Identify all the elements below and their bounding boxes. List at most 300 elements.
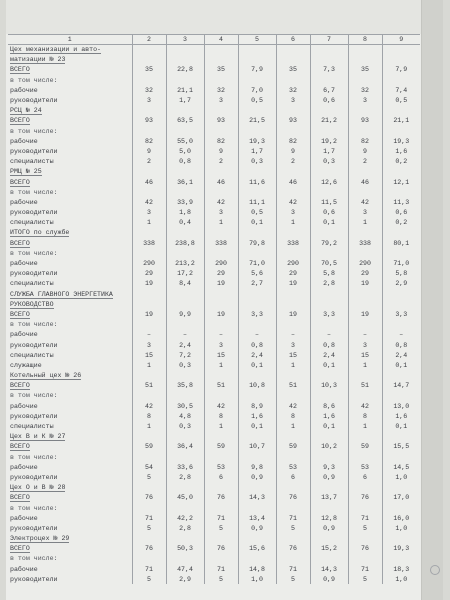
table-cell <box>310 187 348 197</box>
table-cell <box>204 45 238 55</box>
table-row <box>8 269 420 279</box>
table-cell <box>132 534 166 544</box>
table-row <box>8 340 420 350</box>
row-label-text: рабочие <box>10 331 38 339</box>
table-cell: 5 <box>348 574 382 584</box>
table-cell <box>348 289 382 299</box>
table-cell: 51 <box>204 381 238 391</box>
table-cell: 1,0 <box>382 574 420 584</box>
table-cell: 71 <box>348 513 382 523</box>
row-label-text: руководители <box>10 524 58 532</box>
row-label-text: рабочие <box>10 514 38 522</box>
row-label <box>8 65 132 75</box>
row-label-text: СЛУЖБА ГЛАВНОГО ЭНЕРГЕТИКА <box>10 290 113 298</box>
row-label <box>8 523 132 533</box>
table-row <box>8 157 420 167</box>
table-cell <box>310 289 348 299</box>
table-cell <box>204 55 238 65</box>
table-cell: 59 <box>348 442 382 452</box>
table-cell: 1 <box>204 218 238 228</box>
row-label-text: ВСЕГО <box>10 310 30 318</box>
table-cell: 71 <box>132 513 166 523</box>
table-cell: 1,7 <box>166 95 204 105</box>
row-label-text: ВСЕГО <box>10 239 30 247</box>
table-cell <box>310 45 348 55</box>
table-cell: 6 <box>204 472 238 482</box>
table-cell <box>204 248 238 258</box>
table-cell: 0,5 <box>238 208 276 218</box>
table-cell: 19,3 <box>382 544 420 554</box>
table-cell <box>276 289 310 299</box>
table-cell <box>310 299 348 309</box>
table-cell: 5 <box>132 574 166 584</box>
table-row <box>8 371 420 381</box>
row-label-text: рабочие <box>10 260 38 268</box>
table-cell: 16,0 <box>382 513 420 523</box>
table-row <box>8 106 420 116</box>
table-cell: 1 <box>204 360 238 370</box>
table-cell: 7,2 <box>166 350 204 360</box>
table-cell: 10,7 <box>238 442 276 452</box>
table-cell: 36,4 <box>166 442 204 452</box>
table-cell: 32 <box>276 85 310 95</box>
table-cell: 46 <box>204 177 238 187</box>
row-label-text: Цех О и В № 28 <box>10 484 66 492</box>
table-cell <box>348 126 382 136</box>
table-cell: 59 <box>132 442 166 452</box>
row-label-text: ВСЕГО <box>10 382 30 390</box>
table-cell: 2,7 <box>238 279 276 289</box>
table-cell <box>310 503 348 513</box>
table-row <box>8 564 420 574</box>
table-cell <box>382 371 420 381</box>
table-cell: 1 <box>348 421 382 431</box>
table-cell: 6 <box>276 472 310 482</box>
table-row <box>8 228 420 238</box>
table-cell: 0,6 <box>310 95 348 105</box>
table-row <box>8 381 420 391</box>
table-cell: 2,8 <box>310 279 348 289</box>
table-cell: 33,9 <box>166 197 204 207</box>
table-cell: – <box>382 330 420 340</box>
table-cell <box>238 45 276 55</box>
table-cell <box>276 167 310 177</box>
table-cell <box>382 299 420 309</box>
table-cell <box>310 432 348 442</box>
table-cell: 29 <box>348 269 382 279</box>
table-cell: 76 <box>276 493 310 503</box>
table-cell <box>204 75 238 85</box>
table-cell <box>166 167 204 177</box>
table-cell <box>132 55 166 65</box>
table-cell <box>348 167 382 177</box>
table-cell <box>382 391 420 401</box>
table-cell <box>382 432 420 442</box>
table-cell: 14,3 <box>310 564 348 574</box>
table-row <box>8 401 420 411</box>
table-cell: 1,6 <box>238 411 276 421</box>
table-cell: 76 <box>276 544 310 554</box>
table-cell <box>166 320 204 330</box>
table-cell: 2,9 <box>382 279 420 289</box>
table-cell: 3 <box>348 95 382 105</box>
table-cell <box>166 391 204 401</box>
table-cell: 9 <box>348 146 382 156</box>
table-cell: 10,2 <box>310 442 348 452</box>
table-cell <box>382 503 420 513</box>
table-cell: 2 <box>204 157 238 167</box>
table-cell: 55,0 <box>166 136 204 146</box>
table-cell: 46 <box>348 177 382 187</box>
table-cell: – <box>166 330 204 340</box>
table-cell: 76 <box>132 493 166 503</box>
column-number: 9 <box>382 35 420 45</box>
table-cell: 5 <box>204 574 238 584</box>
table-cell <box>204 452 238 462</box>
table-cell: 93 <box>276 116 310 126</box>
row-label-text: в том числе: <box>10 76 58 84</box>
table-body <box>8 45 420 585</box>
row-label-text: руководители <box>10 341 58 349</box>
table-cell: 82 <box>204 136 238 146</box>
row-label-text: ВСЕГО <box>10 545 30 553</box>
table-cell: 3 <box>276 340 310 350</box>
table-cell <box>132 554 166 564</box>
table-cell: 8,6 <box>310 401 348 411</box>
table-cell <box>382 45 420 55</box>
table-cell: 5,8 <box>382 269 420 279</box>
table-cell <box>204 167 238 177</box>
table-cell: 35,8 <box>166 381 204 391</box>
table-row <box>8 411 420 421</box>
table-cell: 45,0 <box>166 493 204 503</box>
row-label <box>8 177 132 187</box>
table-cell <box>276 106 310 116</box>
table-cell: 0,8 <box>310 340 348 350</box>
table-cell: 4,8 <box>166 411 204 421</box>
table-row <box>8 45 420 55</box>
table-cell <box>132 371 166 381</box>
table-row <box>8 116 420 126</box>
table-cell <box>132 503 166 513</box>
table-cell <box>204 106 238 116</box>
table-cell <box>348 228 382 238</box>
row-label <box>8 340 132 350</box>
table-cell: 1,8 <box>166 208 204 218</box>
table-cell: 3 <box>132 95 166 105</box>
row-label-text: РСЦ № 24 <box>10 107 42 115</box>
table-cell <box>276 75 310 85</box>
table-cell <box>382 483 420 493</box>
row-label <box>8 238 132 248</box>
row-label <box>8 462 132 472</box>
table-cell: 19 <box>348 279 382 289</box>
table-cell: 51 <box>132 381 166 391</box>
table-cell: 9 <box>204 146 238 156</box>
table-cell <box>310 534 348 544</box>
table-row <box>8 574 420 584</box>
table-cell: 71 <box>348 564 382 574</box>
table-row <box>8 544 420 554</box>
table-cell: 2 <box>132 157 166 167</box>
table-cell: 76 <box>204 544 238 554</box>
table-cell <box>310 75 348 85</box>
row-label <box>8 279 132 289</box>
table-cell <box>132 483 166 493</box>
table-cell: 33,6 <box>166 462 204 472</box>
table-cell: 19 <box>132 279 166 289</box>
row-label <box>8 258 132 268</box>
table-cell <box>132 228 166 238</box>
table-cell: 1 <box>348 218 382 228</box>
table-row <box>8 320 420 330</box>
table-cell <box>382 534 420 544</box>
punch-hole-mark <box>430 565 440 575</box>
staff-table <box>8 34 420 584</box>
table-header-row <box>8 35 420 45</box>
table-cell: 338 <box>348 238 382 248</box>
table-cell: 19,2 <box>310 136 348 146</box>
table-cell: 17,0 <box>382 493 420 503</box>
column-number: 2 <box>132 35 166 45</box>
table-cell: 7,4 <box>382 85 420 95</box>
table-cell <box>204 371 238 381</box>
table-row <box>8 95 420 105</box>
table-cell <box>348 503 382 513</box>
table-cell <box>166 534 204 544</box>
table-cell: 3,3 <box>238 309 276 319</box>
table-cell <box>310 391 348 401</box>
row-label <box>8 534 132 544</box>
row-label-text: руководители <box>10 575 58 583</box>
table-cell: 13,0 <box>382 401 420 411</box>
table-cell: 0,1 <box>382 360 420 370</box>
column-number: 5 <box>238 35 276 45</box>
row-label-text: Котельный цех № 26 <box>10 372 82 380</box>
table-cell <box>132 452 166 462</box>
table-cell <box>204 391 238 401</box>
row-label-text: ВСЕГО <box>10 494 30 502</box>
table-cell: 6 <box>348 472 382 482</box>
table-cell: 1,0 <box>238 574 276 584</box>
table-cell: 0,5 <box>382 95 420 105</box>
table-cell: 3 <box>204 208 238 218</box>
table-cell: 82 <box>132 136 166 146</box>
table-cell: 338 <box>276 238 310 248</box>
table-cell: 2,8 <box>166 523 204 533</box>
table-cell: 290 <box>348 258 382 268</box>
table-cell: 71 <box>276 564 310 574</box>
table-cell: 2,4 <box>310 350 348 360</box>
table-cell: 79,2 <box>310 238 348 248</box>
table-cell: 11,5 <box>310 197 348 207</box>
row-label-text: рабочие <box>10 198 38 206</box>
table-cell: 93 <box>132 116 166 126</box>
table-cell: 13,7 <box>310 493 348 503</box>
table-cell: 0,9 <box>310 523 348 533</box>
table-cell <box>310 167 348 177</box>
table-cell <box>204 554 238 564</box>
row-label <box>8 421 132 431</box>
table-cell: 0,8 <box>166 157 204 167</box>
table-cell <box>310 452 348 462</box>
table-cell <box>204 432 238 442</box>
table-cell <box>238 432 276 442</box>
table-cell: 0,3 <box>310 157 348 167</box>
table-cell: 1,7 <box>310 146 348 156</box>
table-cell <box>238 167 276 177</box>
table-cell <box>204 289 238 299</box>
row-label <box>8 330 132 340</box>
row-label <box>8 564 132 574</box>
table-cell <box>348 75 382 85</box>
table-row <box>8 279 420 289</box>
row-label-text: в том числе: <box>10 249 58 257</box>
table-row <box>8 258 420 268</box>
table-row <box>8 75 420 85</box>
table-cell: 15,6 <box>238 544 276 554</box>
table-cell: 2,4 <box>166 340 204 350</box>
table-cell <box>276 432 310 442</box>
row-label <box>8 432 132 442</box>
row-label <box>8 401 132 411</box>
table-cell: 29 <box>132 269 166 279</box>
table-cell <box>382 126 420 136</box>
table-cell <box>166 483 204 493</box>
table-cell: 9,9 <box>166 309 204 319</box>
table-cell: 76 <box>348 544 382 554</box>
table-cell: 13,4 <box>238 513 276 523</box>
table-cell <box>166 432 204 442</box>
table-cell: 19 <box>204 279 238 289</box>
table-cell <box>276 55 310 65</box>
table-cell <box>348 106 382 116</box>
table-cell: 3 <box>204 340 238 350</box>
table-cell <box>132 187 166 197</box>
table-cell: 76 <box>348 493 382 503</box>
table-row <box>8 238 420 248</box>
row-label <box>8 371 132 381</box>
row-label <box>8 411 132 421</box>
row-label-text: специалисты <box>10 219 54 227</box>
row-label-text: руководители <box>10 412 58 420</box>
table-cell: 71 <box>204 564 238 574</box>
row-label <box>8 106 132 116</box>
table-cell: 42 <box>204 401 238 411</box>
row-label-text: ИТОГО по службе <box>10 229 70 237</box>
table-cell: 3 <box>204 95 238 105</box>
table-cell <box>276 228 310 238</box>
row-label-text: рабочие <box>10 463 38 471</box>
row-label <box>8 197 132 207</box>
table-cell: 42 <box>348 197 382 207</box>
table-cell: 8 <box>204 411 238 421</box>
table-cell: 0,5 <box>238 95 276 105</box>
table-cell <box>204 299 238 309</box>
row-label-text: служащие <box>10 361 42 369</box>
row-label <box>8 95 132 105</box>
table-cell: 76 <box>132 544 166 554</box>
table-cell <box>348 534 382 544</box>
table-cell <box>132 299 166 309</box>
table-cell: 18,3 <box>382 564 420 574</box>
table-cell: 71 <box>132 564 166 574</box>
table-cell: 9 <box>276 146 310 156</box>
table-cell: 5 <box>276 574 310 584</box>
row-label-text: в том числе: <box>10 188 58 196</box>
row-label-text: Цех механизации и авто- <box>10 46 102 54</box>
row-label <box>8 187 132 197</box>
table-cell: 93 <box>204 116 238 126</box>
table-cell <box>276 534 310 544</box>
table-cell <box>238 126 276 136</box>
table-row <box>8 146 420 156</box>
row-label <box>8 55 132 65</box>
table-cell <box>204 187 238 197</box>
table-cell <box>382 452 420 462</box>
column-number: 4 <box>204 35 238 45</box>
row-label <box>8 116 132 126</box>
row-label <box>8 208 132 218</box>
table-cell: 59 <box>204 442 238 452</box>
table-cell: 32 <box>132 85 166 95</box>
table-cell: 5,0 <box>166 146 204 156</box>
table-cell: 5 <box>276 523 310 533</box>
table-cell: 42 <box>276 197 310 207</box>
table-cell <box>166 187 204 197</box>
table-cell <box>348 320 382 330</box>
table-cell: 8 <box>132 411 166 421</box>
table-cell: 1 <box>276 218 310 228</box>
table-cell <box>132 248 166 258</box>
table-cell: – <box>310 330 348 340</box>
table-cell <box>238 503 276 513</box>
table-cell: 82 <box>348 136 382 146</box>
table-cell <box>348 248 382 258</box>
table-cell: 19,3 <box>238 136 276 146</box>
table-cell: – <box>204 330 238 340</box>
table-cell <box>276 320 310 330</box>
table-cell <box>132 432 166 442</box>
table-cell: 29 <box>276 269 310 279</box>
table-cell <box>348 45 382 55</box>
table-row <box>8 167 420 177</box>
column-number: 7 <box>310 35 348 45</box>
row-label-text: в том числе: <box>10 127 58 135</box>
table-cell <box>382 167 420 177</box>
table-cell: 46 <box>132 177 166 187</box>
row-label-text: руководители <box>10 473 58 481</box>
table-cell: 7,9 <box>382 65 420 75</box>
row-label <box>8 248 132 258</box>
row-label-text: специалисты <box>10 351 54 359</box>
table-cell: 1,0 <box>382 523 420 533</box>
row-label <box>8 513 132 523</box>
table-cell: 21,1 <box>382 116 420 126</box>
table-cell: 42 <box>132 401 166 411</box>
table-cell: 7,3 <box>310 65 348 75</box>
row-label <box>8 157 132 167</box>
table-cell: 76 <box>204 493 238 503</box>
row-label <box>8 472 132 482</box>
table-cell: 8,4 <box>166 279 204 289</box>
table-cell <box>166 248 204 258</box>
column-number: 6 <box>276 35 310 45</box>
document-page <box>6 0 442 600</box>
row-label <box>8 269 132 279</box>
row-label-text: ВСЕГО <box>10 66 30 74</box>
table-cell <box>132 75 166 85</box>
